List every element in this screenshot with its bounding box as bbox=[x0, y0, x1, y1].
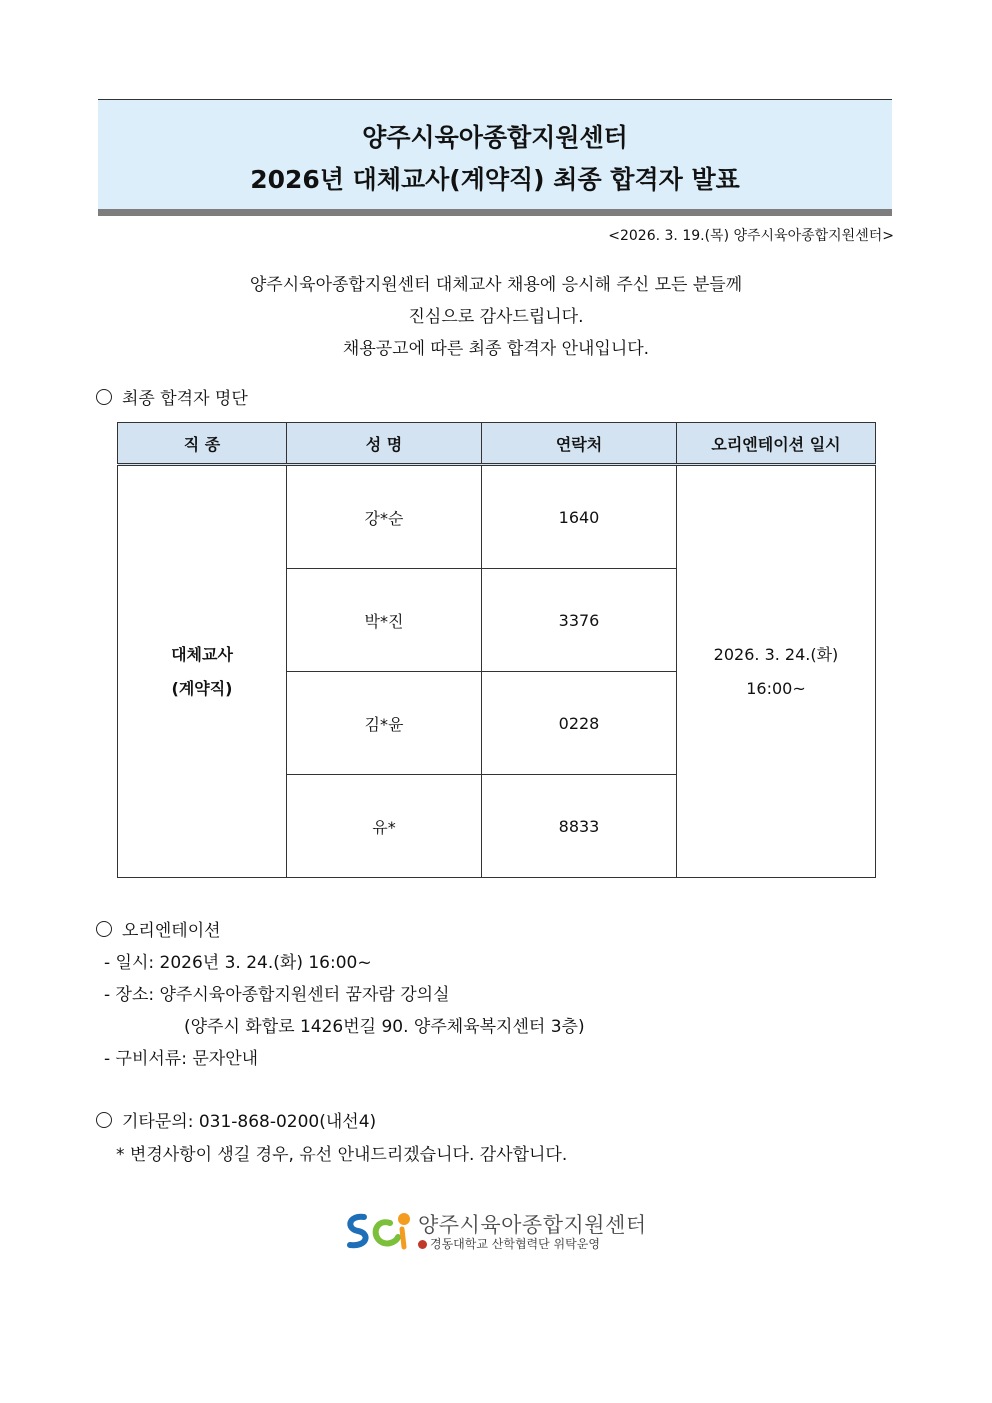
circle-bullet-icon bbox=[96, 921, 112, 937]
orientation-date-line: - 일시: 2026년 3. 24.(화) 16:00~ bbox=[104, 953, 372, 973]
circle-bullet-icon bbox=[96, 389, 112, 405]
roster-section-title: 최종 합격자 명단 bbox=[122, 389, 248, 409]
title-underline-bar bbox=[98, 209, 892, 216]
center-logo-icon bbox=[342, 1207, 414, 1253]
orientation-date: 2026. 3. 24.(화) bbox=[713, 644, 839, 664]
header-name: 성 명 bbox=[287, 423, 482, 465]
orientation-documents-line: - 구비서류: 문자안내 bbox=[104, 1049, 259, 1069]
page-title: 2026년 대체교사(계약직) 최종 합격자 발표 bbox=[250, 165, 740, 194]
announcement-date: <2026. 3. 19.(목) 양주시육아종합지원센터> bbox=[608, 228, 894, 244]
orientation-section-heading bbox=[96, 916, 221, 941]
name-cell: 강*순 bbox=[287, 465, 482, 569]
contact-info: 기타문의: 031-868-0200(내선4) bbox=[122, 1112, 377, 1132]
position-type: (계약직) bbox=[171, 678, 233, 698]
contact-cell: 1640 bbox=[482, 465, 677, 569]
orientation-cell bbox=[677, 465, 876, 878]
orientation-time: 16:00~ bbox=[746, 678, 806, 698]
page-title-org: 양주시육아종합지원센터 bbox=[362, 123, 628, 152]
table-row bbox=[118, 465, 876, 569]
university-seal-icon bbox=[418, 1240, 427, 1249]
name-cell: 김*윤 bbox=[287, 672, 482, 775]
name-cell: 유* bbox=[287, 775, 482, 878]
contact-cell: 3376 bbox=[482, 569, 677, 672]
contact-cell: 0228 bbox=[482, 672, 677, 775]
logo-subtitle-text: 경동대학교 산학협력단 위탁운영 bbox=[430, 1237, 600, 1251]
logo-org-name: 양주시육아종합지원센터 bbox=[418, 1213, 647, 1237]
contact-section-heading bbox=[96, 1107, 376, 1132]
name-cell: 박*진 bbox=[287, 569, 482, 672]
orientation-address-line: (양주시 화합로 1426번길 90. 양주체육복지센터 3층) bbox=[184, 1017, 585, 1037]
intro-line-3: 채용공고에 따른 최종 합격자 안내입니다. bbox=[342, 339, 650, 359]
center-logo bbox=[342, 1207, 662, 1253]
contact-cell: 8833 bbox=[482, 775, 677, 878]
table-header-row bbox=[118, 423, 876, 465]
roster-section-heading bbox=[96, 384, 248, 409]
header-orientation: 오리엔테이션 일시 bbox=[677, 423, 876, 465]
position-label: 대체교사 bbox=[171, 644, 233, 664]
orientation-place-line: - 장소: 양주시육아종합지원센터 꿈자람 강의실 bbox=[104, 985, 450, 1005]
orientation-section-title: 오리엔테이션 bbox=[122, 921, 221, 941]
title-box bbox=[98, 99, 892, 210]
roster-table bbox=[117, 422, 876, 878]
contact-note: * 변경사항이 생길 경우, 유선 안내드리겠습니다. 감사합니다. bbox=[116, 1145, 568, 1165]
intro-line-1: 양주시육아종합지원센터 대체교사 채용에 응시해 주신 모든 분들께 bbox=[249, 275, 743, 295]
circle-bullet-icon bbox=[96, 1112, 112, 1128]
logo-subtitle bbox=[418, 1235, 600, 1252]
position-cell bbox=[118, 465, 287, 878]
intro-line-2: 진심으로 감사드립니다. bbox=[408, 307, 584, 327]
header-contact: 연락처 bbox=[482, 423, 677, 465]
header-position: 직 종 bbox=[118, 423, 287, 465]
